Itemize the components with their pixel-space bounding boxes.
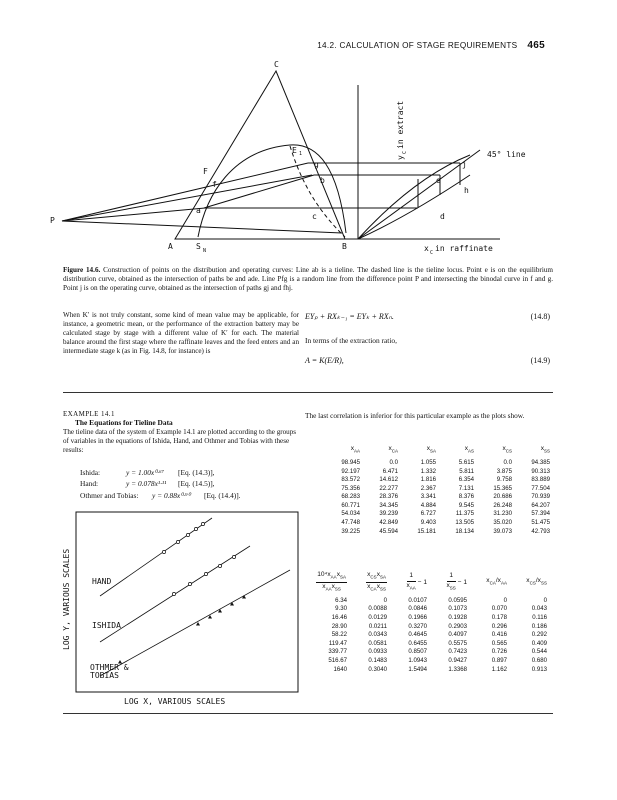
table-cell: 45.594: [379, 527, 398, 535]
eq-ishida-name: Ishida:: [80, 468, 101, 477]
label-a: A: [168, 242, 173, 251]
label-p: P: [50, 216, 55, 225]
table-cell: 92.197: [341, 467, 360, 475]
table-cell: 0.0581: [368, 639, 387, 647]
table-cell: 6.354: [458, 476, 474, 484]
table-cell: 42.849: [379, 519, 398, 527]
table-cell: 1640: [333, 665, 347, 673]
table-cell: 0.409: [531, 639, 547, 647]
label-h: h: [464, 186, 469, 195]
table-row: [307, 614, 547, 623]
table-row: [307, 605, 547, 614]
ishida-point: [232, 555, 235, 558]
x-axis-var: x: [424, 244, 429, 253]
equation-14-8-number: (14.8): [530, 312, 550, 321]
eq-hand-name: Hand:: [80, 479, 99, 488]
table-row: [322, 510, 550, 519]
table-cell: 6.471: [382, 467, 398, 475]
table-cell: 0.070: [491, 605, 507, 613]
table-cell: 0.186: [531, 622, 547, 630]
table-cell: 42.793: [531, 527, 550, 535]
table-header-row: [307, 571, 547, 597]
table-row: [322, 468, 550, 477]
hand-point: [162, 550, 165, 553]
table-cell: 58.22: [331, 631, 347, 639]
table-row: [307, 640, 547, 649]
table-cell: 18.134: [455, 527, 474, 535]
label-sn: S: [196, 242, 201, 251]
table-cell: 13.505: [455, 519, 474, 527]
table-cell: 1.332: [420, 467, 436, 475]
table-cell: 3.341: [420, 493, 436, 501]
header-othmer-x: $\frac{1}{x_{AA}}$ − 1: [406, 572, 427, 591]
table-cell: 0.3270: [408, 622, 427, 630]
table-cell: 0.116: [532, 614, 547, 621]
eq-othmer-eq: y = 0.88x⁰·⁹⁰: [152, 491, 191, 500]
othmer-line: [100, 570, 290, 676]
eq-ishida-eq: y = 1.00x⁰·⁶⁷: [126, 468, 165, 477]
table-cell: 4.884: [420, 501, 436, 509]
column-header: $x_{SS}$: [540, 445, 550, 454]
table-cell: 0.1073: [448, 605, 467, 613]
table-cell: 0.7423: [448, 648, 467, 656]
table-cell: 0.726: [491, 648, 507, 656]
table-cell: 83.889: [531, 476, 550, 484]
ishida-point: [172, 592, 175, 595]
table-cell: 94.385: [531, 458, 550, 466]
header-ishida-group: $\frac{x_{CS}x_{SA}}{x_{CA}x_{SS}}$: [367, 571, 386, 592]
table-cell: 0.0343: [368, 631, 387, 639]
table-cell: 22.277: [379, 484, 398, 492]
table-cell: 11.375: [455, 510, 474, 518]
example-plot: [60, 510, 305, 710]
correlation-table: [307, 571, 547, 674]
table-cell: 0: [383, 596, 387, 604]
table-cell: 6.34: [335, 596, 347, 604]
table-cell: 1.055: [420, 458, 436, 466]
example-title: EXAMPLE 14.1: [63, 410, 115, 418]
table-cell: 1.3368: [448, 665, 467, 673]
table-cell: 15.365: [493, 484, 512, 492]
table-cell: 0.5575: [448, 639, 467, 647]
othmer-point: [230, 602, 234, 606]
table-cell: 0.6455: [408, 639, 427, 647]
table-cell: 31.230: [493, 510, 512, 518]
label-d: d: [440, 212, 445, 221]
table-row: [322, 519, 550, 528]
table-cell: 0.0088: [368, 605, 387, 613]
table-cell: 0.0211: [368, 622, 387, 630]
table-cell: 0: [543, 596, 547, 604]
plot-ylabel: LOG Y, VARIOUS SCALES: [62, 548, 71, 650]
table-cell: 0.897: [491, 656, 507, 664]
label-b: b: [320, 176, 325, 185]
label-e1: E: [292, 146, 297, 155]
table-cell: 5.615: [458, 458, 474, 466]
column-header: $x_{AS}$: [464, 445, 474, 454]
operating-curve: [358, 175, 470, 239]
table-cell: 9.403: [420, 519, 436, 527]
table-cell: 47.748: [341, 519, 360, 527]
hand-point: [194, 527, 197, 530]
table-cell: 98.945: [341, 458, 360, 466]
tieline-data-table: [322, 445, 550, 536]
eq-ishida: [80, 468, 215, 477]
last-correlation-text: The last correlation is inferior for this particular example as the plots show.: [305, 411, 525, 420]
table-cell: 119.47: [328, 639, 347, 647]
table-cell: 0: [503, 596, 507, 604]
example-subtitle: The Equations for Tieline Data: [75, 418, 173, 427]
table-cell: 0.565: [491, 639, 507, 647]
plot-xlabel: LOG X, VARIOUS SCALES: [124, 697, 226, 706]
table-cell: 75.356: [341, 484, 360, 492]
eq-ishida-ref: [Eq. (14.3)],: [178, 468, 215, 477]
hand-point: [176, 540, 179, 543]
ishida-point: [188, 582, 191, 585]
rule-top: [63, 392, 553, 393]
table-cell: 15.181: [417, 527, 436, 535]
othmer-label-1: OTHMER &: [90, 663, 129, 672]
table-cell: 39.225: [341, 527, 360, 535]
ishida-point: [218, 564, 221, 567]
table-cell: 0.3040: [368, 665, 387, 673]
table-cell: 64.207: [531, 501, 550, 509]
label-f: f: [212, 180, 217, 189]
table-cell: 516.67: [328, 656, 347, 664]
table-cell: 6.727: [420, 510, 436, 518]
table-cell: 9.545: [458, 501, 474, 509]
table-row: [307, 597, 547, 606]
table-cell: 0.0129: [368, 614, 387, 621]
table-cell: 0.1928: [448, 614, 467, 621]
eq-othmer-name: Othmer and Tobias:: [80, 491, 139, 500]
table-cell: 0.9427: [448, 656, 467, 664]
table-cell: 5.811: [459, 467, 474, 475]
table-cell: 0.0: [503, 458, 512, 466]
label-45-line: 45° line: [487, 150, 526, 159]
equation-14-8-text: EYₚ + RXₖ₋₁ = EYₖ + RXₙ.: [305, 312, 394, 321]
equation-14-9-text: A = K(E/R),: [305, 356, 344, 365]
table-cell: 0.2903: [448, 622, 467, 630]
table-cell: 28.376: [379, 493, 398, 501]
table-cell: 0.0: [389, 458, 398, 466]
table-cell: 16.46: [331, 614, 347, 621]
column-header: $x_{AA}$: [350, 445, 360, 454]
table-cell: 7.131: [458, 484, 474, 492]
label-j: j: [462, 160, 467, 169]
table-body: [322, 459, 550, 536]
caption-label: Figure 14.6.: [63, 266, 101, 274]
table-cell: 54.034: [341, 510, 360, 518]
table-cell: 57.394: [531, 510, 550, 518]
line-p-b-corner: [62, 221, 342, 233]
hand-point: [201, 522, 204, 525]
table-cell: 0.178: [491, 614, 507, 621]
label-sn-sub: N: [203, 248, 207, 254]
table-cell: 0.913: [531, 665, 547, 673]
line-p-b: [62, 175, 312, 221]
table-cell: 20.686: [493, 493, 512, 501]
x-axis-sub: C: [430, 250, 434, 256]
table-row: [307, 631, 547, 640]
caption-text: Construction of points on the distribution and operating curves: Line ab is a tieline. The dashed line is the tieline locus. Point e is on the equilibrium distribution curve, obtained as the intersection of paths be and ade. Line Pfg is a random line from the difference point P and intersecting the binodal curve in f and g. Point j is on the operating curve, obtained as the intersection of paths gj and fhj.: [63, 266, 554, 292]
table-cell: 0.1483: [368, 656, 387, 664]
table-cell: 28.90: [331, 622, 347, 630]
x-axis-label: in raffinate: [435, 244, 493, 253]
table-cell: 0.043: [531, 605, 547, 613]
label-F: F: [203, 167, 208, 176]
label-b-corner: B: [342, 242, 347, 251]
table-cell: 3.875: [496, 467, 512, 475]
column-header: $x_{CS}$: [502, 445, 512, 454]
column-header: $x_{CA}$: [388, 445, 398, 454]
eq-hand: [80, 479, 215, 488]
eq-hand-eq: y = 0.078x¹·¹¹: [126, 479, 167, 488]
table-row: [322, 476, 550, 485]
table-cell: 0.680: [531, 656, 547, 664]
label-e: e: [436, 176, 441, 185]
table-row: [307, 648, 547, 657]
table-cell: 339.77: [328, 648, 347, 656]
label-c: C: [274, 60, 279, 69]
table-cell: 0.4645: [408, 631, 427, 639]
table-row: [322, 493, 550, 502]
table-cell: 77.504: [531, 484, 550, 492]
header-othmer-y: $\frac{1}{x_{SS}}$ − 1: [446, 572, 467, 591]
y-axis-var: y: [396, 155, 405, 160]
table-cell: 34.345: [379, 501, 398, 509]
header-ratio-a: $x_{CA}/x_{AA}$: [486, 576, 507, 586]
table-row: [307, 666, 547, 675]
example-body: The tieline data of the system of Example 14.1 are plotted according to the groups of variables in the equations of Ishida, Hand, and Othmer and Tobias with these results:: [63, 428, 297, 454]
ishida-label: ISHIDA: [92, 621, 121, 630]
equation-14-8: [305, 312, 550, 321]
table-cell: 8.376: [458, 493, 474, 501]
table-cell: 2.367: [420, 484, 436, 492]
table-row: [307, 657, 547, 666]
table-cell: 1.0943: [408, 656, 427, 664]
column-header: $x_{SA}$: [426, 445, 436, 454]
othmer-label-2: TOBIAS: [90, 671, 119, 680]
table-cell: 83.572: [341, 476, 360, 484]
y-axis-label: in extract: [396, 100, 405, 149]
table-cell: 9.758: [496, 476, 512, 484]
table-cell: 60.771: [341, 501, 360, 509]
eq-othmer: [80, 491, 241, 500]
page-number: 465: [527, 40, 545, 51]
figure-14-6: [0, 55, 617, 265]
table-cell: 0.0107: [408, 596, 427, 604]
hand-label: HAND: [92, 577, 112, 586]
table-cell: 0.292: [531, 631, 547, 639]
table-cell: 14.612: [379, 476, 398, 484]
binodal-curve: [198, 145, 346, 237]
rule-bottom: [63, 713, 553, 714]
body-paragraph: When K′ is not truly constant, some kind of mean value may be applicable, for instance, a geometric mean, or the performance of the extraction battery may be calculated stage by stage with a different value of K′ for each. The material balance around the first stage where the raffinate leaves and the feed enters and an intermediate stage k (as in Fig. 14.8, for instance) is: [63, 311, 299, 355]
section-title: 14.2. CALCULATION OF STAGE REQUIREMENTS: [317, 41, 518, 50]
hand-point: [186, 533, 189, 536]
equation-14-9: [305, 356, 550, 365]
table-header-row: [322, 445, 550, 459]
ishida-point: [204, 572, 207, 575]
header-hand-group: $\frac{10^4x_{AA}x_{SA}}{x_{AA}x_{SS}}$: [317, 571, 346, 592]
equation-14-9-number: (14.9): [530, 356, 550, 365]
line-pfg: [62, 163, 308, 221]
table-cell: 0.0595: [448, 596, 467, 604]
table-cell: 9.30: [335, 605, 347, 613]
label-e1-sub: 1: [299, 151, 303, 157]
label-a-small: a: [196, 206, 201, 215]
table-cell: 1.162: [491, 665, 507, 673]
eq-othmer-ref: [Eq. (14.4)].: [204, 491, 241, 500]
table-cell: 0.8507: [408, 648, 427, 656]
table-cell: 1.5494: [408, 665, 427, 673]
figure-caption: [63, 266, 553, 293]
table-body: [307, 597, 547, 674]
table-cell: 0.0933: [368, 648, 387, 656]
table-cell: 0.1966: [408, 614, 427, 621]
table-cell: 0.544: [531, 648, 547, 656]
table-cell: 1.816: [420, 476, 436, 484]
table-cell: 68.283: [341, 493, 360, 501]
label-c-small: c: [312, 212, 317, 221]
table-cell: 70.939: [531, 493, 550, 501]
table-cell: 26.248: [493, 501, 512, 509]
table-cell: 0.4097: [448, 631, 467, 639]
table-cell: 0.0846: [408, 605, 427, 613]
table-row: [322, 459, 550, 468]
y-axis-sub: C: [402, 150, 408, 154]
running-header: [0, 40, 545, 51]
eq-hand-ref: [Eq. (14.5)],: [178, 479, 215, 488]
label-g: g: [314, 160, 319, 169]
table-cell: 0.416: [491, 631, 507, 639]
table-cell: 39.239: [379, 510, 398, 518]
table-row: [322, 528, 550, 537]
table-row: [322, 485, 550, 494]
header-ratio-s: $x_{CS}/x_{SS}$: [526, 576, 547, 586]
line-p-a: [62, 208, 205, 221]
extraction-ratio-text: In terms of the extraction ratio,: [305, 336, 397, 345]
table-cell: 0.296: [491, 622, 507, 630]
table-row: [322, 502, 550, 511]
table-cell: 90.313: [531, 467, 550, 475]
table-cell: 35.020: [493, 519, 512, 527]
table-cell: 39.073: [493, 527, 512, 535]
table-cell: 51.475: [531, 519, 550, 527]
table-row: [307, 623, 547, 632]
